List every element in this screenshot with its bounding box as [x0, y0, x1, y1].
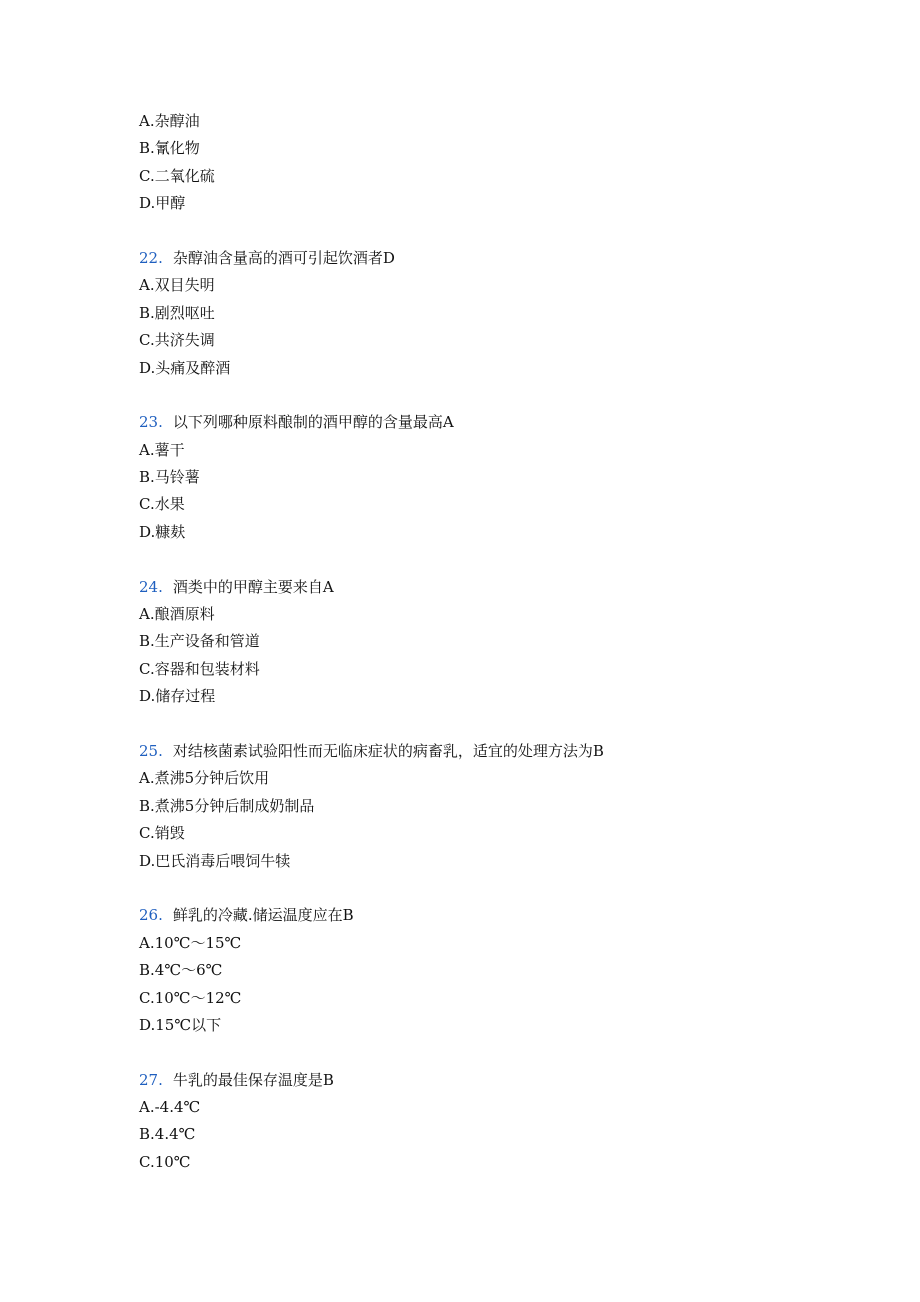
option: C.水果	[139, 495, 185, 514]
option: B.生产设备和管道	[139, 632, 260, 651]
question-number: 22.	[139, 248, 163, 267]
question-22	[139, 245, 839, 382]
option: B.4.4℃	[139, 1125, 196, 1144]
option: C.二氧化硫	[139, 166, 215, 185]
question-text: 以下列哪种原料酿制的酒甲醇的含量最高A	[172, 413, 454, 432]
question-text: 对结核菌素试验阳性而无临床症状的病畜乳，适宜的处理方法为B	[172, 741, 604, 760]
question-stem	[139, 738, 839, 765]
option: A.10℃～15℃	[139, 933, 242, 952]
option: D.头痛及醉酒	[139, 358, 231, 377]
question-stem	[139, 574, 839, 601]
option: B.剧烈呕吐	[139, 303, 215, 322]
option: C.销毁	[139, 824, 185, 843]
option: C.10℃～12℃	[139, 988, 242, 1007]
document-content	[139, 108, 839, 1176]
option: B.4℃～6℃	[139, 961, 223, 980]
question-number: 24.	[139, 577, 163, 596]
option: A.煮沸5分钟后饮用	[139, 769, 270, 788]
option: C.共济失调	[139, 331, 215, 350]
question-stem	[139, 409, 839, 436]
option: D.储存过程	[139, 687, 216, 706]
question-stem	[139, 1067, 839, 1094]
option: B.煮沸5分钟后制成奶制品	[139, 796, 315, 815]
question-stem	[139, 245, 839, 272]
question-text: 杂醇油含量高的酒可引起饮酒者D	[172, 248, 395, 267]
question-26	[139, 902, 839, 1039]
option: C.容器和包装材料	[139, 659, 260, 678]
question-25	[139, 738, 839, 875]
question-text: 牛乳的最佳保存温度是B	[172, 1070, 334, 1089]
option: D.糠麸	[139, 522, 186, 541]
question-text: 酒类中的甲醇主要来自A	[172, 577, 334, 596]
question-27	[139, 1067, 839, 1177]
option: A.双目失明	[139, 276, 215, 295]
option: B.马铃薯	[139, 468, 200, 487]
option: D.巴氏消毒后喂饲牛犊	[139, 851, 291, 870]
question-text: 鲜乳的冷藏.储运温度应在B	[172, 906, 354, 925]
option: B.氰化物	[139, 139, 200, 158]
question-23	[139, 409, 839, 546]
option: D.15℃以下	[139, 1015, 222, 1034]
option: A.-4.4℃	[139, 1098, 201, 1117]
option: C.10℃	[139, 1152, 191, 1171]
question-number: 25.	[139, 741, 163, 760]
option: A.薯干	[139, 440, 185, 459]
option: D.甲醇	[139, 194, 186, 213]
question-stem	[139, 902, 839, 929]
option: A.酿酒原料	[139, 605, 215, 624]
question-number: 26.	[139, 906, 163, 925]
question-number: 27.	[139, 1070, 163, 1089]
lead-options	[139, 108, 839, 218]
question-24	[139, 574, 839, 711]
question-number: 23.	[139, 413, 163, 432]
option: A.杂醇油	[139, 112, 200, 130]
